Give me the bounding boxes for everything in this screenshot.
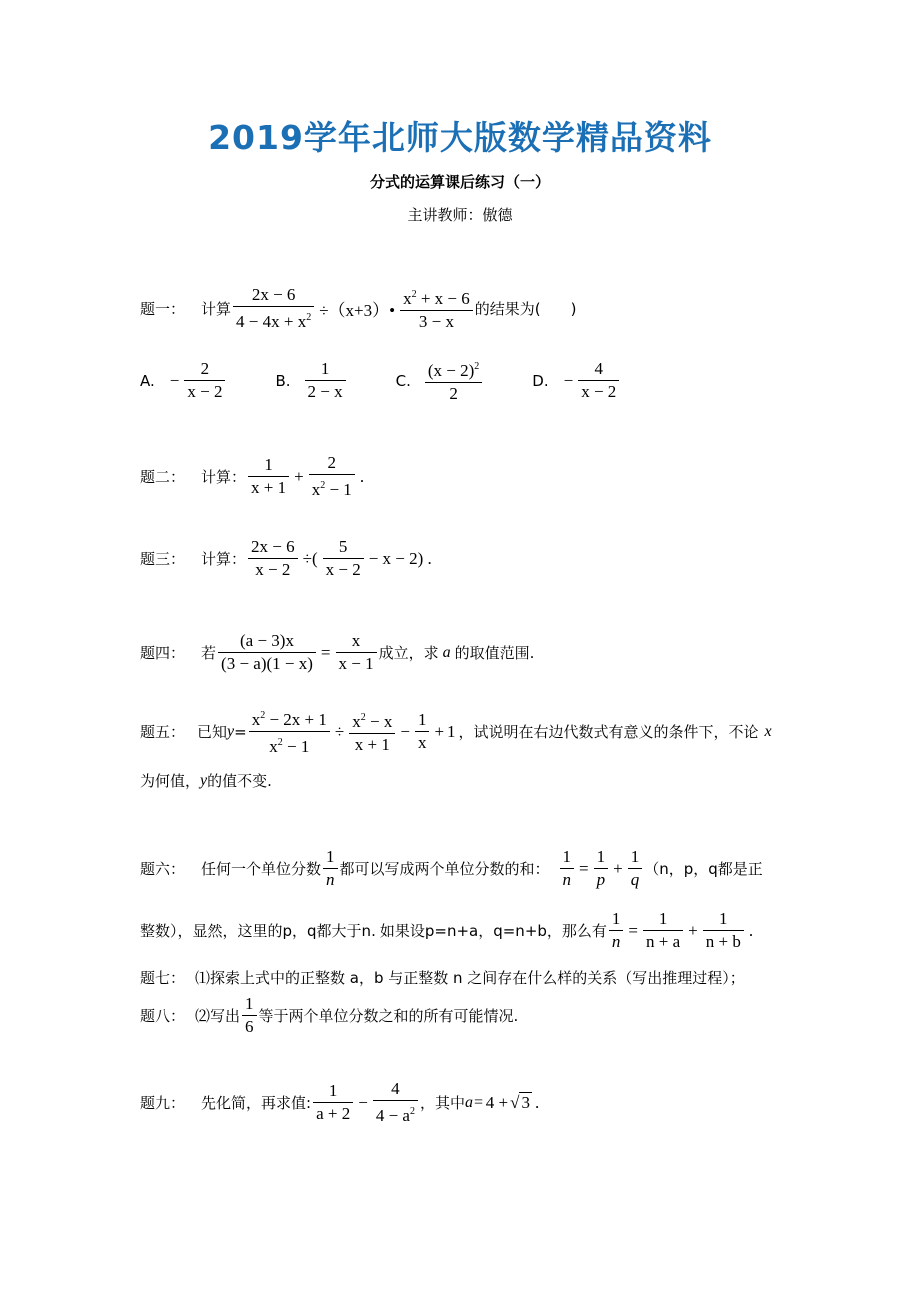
option-a-fraction: $\frac{2}{x - 2}$ — [184, 358, 225, 403]
q2-fraction-2: $\frac{2}{x^2 - 1}$ — [309, 452, 355, 501]
option-c-fraction: $\frac{(x - 2)^2}{2}$ — [425, 356, 482, 405]
banner-title: 2019学年北师大版数学精品资料 — [208, 118, 712, 157]
q1-options: A. − $\frac{2}{x - 2}$ B. $\frac{1}{2 - x}$ C. $\frac{(x - 2)^2}{2}$ D. − $\frac{4}{x - 2}$ — [140, 356, 621, 405]
q9-fraction-1: $\frac{1}{a + 2}$ — [313, 1080, 353, 1125]
option-a-label: A. — [140, 371, 155, 390]
q2-label: 题二： — [140, 468, 186, 486]
q5-fraction-1: $\frac{x^2 - 2x + 1}{x^2 - 1}$ — [249, 705, 330, 758]
question-8: 题八： ⑵写出 $\frac{1}{6}$ 等于两个单位分数之和的所有可能情况. — [140, 994, 519, 1036]
question-5: 题五： 已知 y = $\frac{x^2 - 2x + 1}{x^2 - 1}$ ÷ $\frac{x^2 - x}{x + 1}$ − $\frac{1}{x}$ + 1 ，试说明在右边代数式有意义的条件下，不论 x — [140, 705, 772, 758]
question-5-line-2: 为何值， y 的值不变. — [140, 771, 272, 790]
q4-fraction-1: $\frac{(a - 3)x}{(3 - a)(1 - x)}$ — [218, 630, 316, 675]
question-1 — [140, 284, 577, 333]
question-4: 题四： 若 $\frac{(a - 3)x}{(3 - a)(1 - x)}$ = $\frac{x}{x - 1}$ 成立，求 a 的取值范围. — [140, 631, 535, 673]
q5-prompt: 已知 — [197, 723, 228, 741]
q8-label: 题八： — [140, 1007, 186, 1025]
q6-rel-n: $\frac{1}{n}$ — [609, 908, 624, 953]
q3-fraction-2: $\frac{5}{x - 2}$ — [323, 536, 364, 581]
option-d-fraction: $\frac{4}{x - 2}$ — [578, 358, 619, 403]
option-b-label: B. — [275, 371, 291, 390]
q1-div-term: ÷（x+3）• — [319, 301, 396, 320]
q6-unit-fraction: $\frac{1}{n}$ — [323, 846, 338, 891]
q6-rel-na: $\frac{1}{n + a}$ — [643, 908, 683, 953]
q1-label: 题一： — [140, 300, 186, 318]
q9-fraction-2: $\frac{4}{4 - a^2}$ — [373, 1078, 418, 1127]
q1-tail: 的结果为( ) — [474, 300, 577, 318]
q6-label: 题六： — [140, 860, 186, 878]
question-2: 题二： 计算： $\frac{1}{x + 1}$ + $\frac{2}{x^2 - 1}$ . — [140, 453, 365, 499]
option-b-fraction: $\frac{1}{2 - x}$ — [305, 358, 346, 403]
question-7: 题七： ⑴探索上式中的正整数 a，b 与正整数 n 之间存在什么样的关系（写出推理过程）； — [140, 969, 745, 987]
q5-label: 题五： — [140, 723, 186, 741]
q3-fraction-1: $\frac{2x - 6}{x - 2}$ — [248, 536, 298, 581]
q4-label: 题四： — [140, 644, 186, 662]
q1-fraction-1: $\frac{2x - 6}{4 - 4x + x^2}$ — [233, 284, 314, 333]
q4-prompt: 若 — [201, 644, 217, 662]
q6-eq-n: $\frac{1}{n}$ — [560, 846, 575, 891]
q2-fraction-1: $\frac{1}{x + 1}$ — [248, 454, 289, 499]
q6-eq-q: $\frac{1}{q}$ — [628, 846, 643, 891]
question-9: 题九： 先化简，再求值: $\frac{1}{a + 2}$ − $\frac{4}{4 - a^2}$ ，其中 a= 4 + √ 3 . — [140, 1079, 540, 1125]
q6-eq-p: $\frac{1}{p}$ — [594, 846, 609, 891]
q7-label: 题七： — [140, 969, 186, 987]
q5-fraction-3: $\frac{1}{x}$ — [415, 709, 430, 754]
q5-fraction-2: $\frac{x^2 - x}{x + 1}$ — [349, 707, 395, 756]
question-3: 题三： 计算： $\frac{2x - 6}{x - 2}$ ÷( $\frac{5}{x - 2}$ − x − 2) . — [140, 537, 432, 579]
question-6-line-2: 整数），显然，这里的 p，q都大于n. 如果设 p=n+a，q=n+b， 那么有 $\frac{1}{n}$ = $\frac{1}{n + a}$ + $\frac{1}{n + b}$ . — [140, 909, 754, 951]
q4-fraction-2: $\frac{x}{x - 1}$ — [336, 630, 377, 675]
q9-sqrt: √ 3 — [510, 1093, 530, 1112]
q1-prompt: 计算 — [201, 300, 232, 318]
q8-fraction: $\frac{1}{6}$ — [242, 993, 257, 1038]
option-c-label: C. — [395, 371, 411, 390]
q3-label: 题三： — [140, 550, 186, 568]
page-title: 分式的运算课后练习（一） — [369, 173, 550, 191]
q9-label: 题九： — [140, 1094, 186, 1112]
option-d-label: D. — [532, 371, 549, 390]
teacher-line: 主讲教师：傲德 — [407, 206, 513, 224]
q3-prompt: 计算： — [201, 550, 247, 568]
question-6: 题六： 任何一个单位分数 $\frac{1}{n}$ 都可以写成两个单位分数的和： $\frac{1}{n}$ = $\frac{1}{p}$ + $\frac{1}{q}$ （n，p，q都是正 — [140, 847, 763, 889]
q6-rel-nb: $\frac{1}{n + b}$ — [703, 908, 744, 953]
q1-fraction-2: $\frac{x^2 + x - 6}{3 - x}$ — [400, 284, 473, 333]
q2-prompt: 计算： — [201, 468, 247, 486]
